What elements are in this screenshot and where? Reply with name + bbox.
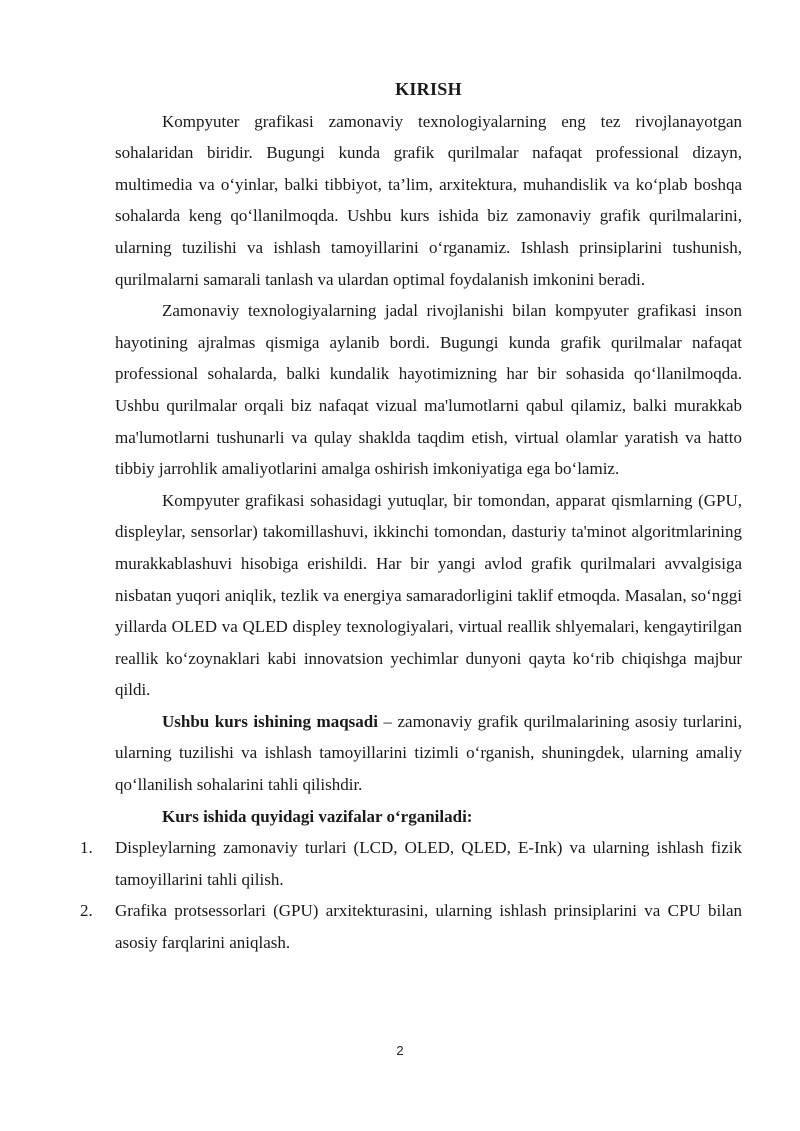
tasks-heading: Kurs ishida quyidagi vazifalar o‘rganiladi: — [162, 806, 473, 826]
list-item-number: 2. — [80, 901, 93, 921]
aim-lead: Ushbu kurs ishining maqsadi — [162, 711, 378, 731]
list-item — [80, 895, 742, 958]
aim-text: – zamonaviy grafik qurilmalarining asosiy turlarini, ularning tuzilishi va ishlash tamoyillarini tizimli o‘rganish, shuningdek, ularning amaliy qo‘llanilish sohalarini tahli qilishdir. — [115, 711, 743, 795]
list-item-text: Grafika protsessorlari (GPU) arxitekturasini, ularning ishlash prinsiplarini va CPU bilan asosiy farqlarini aniqlash. — [115, 901, 742, 953]
tasks-list — [80, 832, 742, 958]
section-title: KIRISH — [395, 79, 462, 99]
list-item-text: Displeylarning zamonaviy turlari (LCD, OLED, QLED, E-Ink) va ularning ishlash fizik tamoyillarini tahli qilish. — [115, 838, 742, 889]
intro-paragraph-3: Kompyuter grafikasi sohasidagi yutuqlar, bir tomondan, apparat qismlarning (GPU, displeylar, sensorlar) takomillashuvi, ikkinchi tomondan, dasturiy ta'minot algoritmlarining murakkablashuvi hisobiga erishildi. Har bir yangi avlod grafik qurilmalari avvalgisiga nisbatan yuqori aniqlik, tezlik va energiya samaradorligini taklif etmoqda. Masalan, so‘nggi yillarda OLED va QLED displey texnologiyalari, virtual reallik shlyemalari, kengaytirilgan reallik ko‘zoynaklari kabi innovatsion yechimlar dunyoni qayta ko‘rib chiqishga majbur qildi. — [115, 490, 742, 700]
intro-paragraph-2: Zamonaviy texnologiyalarning jadal rivojlanishi bilan kompyuter grafikasi inson hayotining ajralmas qismiga aylanib bordi. Bugungi kunda grafik qurilmalar nafaqat professional sohalarda, balki kundalik hayotimizning har bir sohasida qo‘llanilmoqda. Ushbu qurilmalar orqali biz nafaqat vizual ma'lumotlarni qabul qilamiz, balki murakkab ma'lumotlarni tushunarli va qulay shaklda taqdim etish, virtual olamlar yaratish va hatto tibbiy jarrohlik amaliyotlarini amalga oshirish imkoniyatiga ega bo‘lamiz. — [115, 301, 742, 479]
page-content — [80, 74, 743, 959]
intro-paragraph-1: Kompyuter grafikasi zamonaviy texnologiyalarning eng tez rivojlanayotgan sohalaridan biridir. Bugungi kunda grafik qurilmalar nafaqat professional dizayn, multimedia va o‘yinlar, balki tibbiyot, ta’lim, arxitektura, muhandislik va ko‘plab boshqa sohalarda keng qo‘llanilmoqda. Ushbu kurs ishida biz zamonaviy grafik qurilmalarini, ularning tuzilishi va ishlash tamoyillarini o‘rganamiz. Ishlash prinsiplarini tushunish, qurilmalarni samarali tanlash va ulardan optimal foydalanish imkonini beradi. — [115, 111, 742, 289]
aim-paragraph — [115, 706, 742, 801]
list-item-number: 1. — [80, 838, 93, 858]
page-number: 2 — [396, 1043, 404, 1058]
list-item — [80, 832, 742, 895]
